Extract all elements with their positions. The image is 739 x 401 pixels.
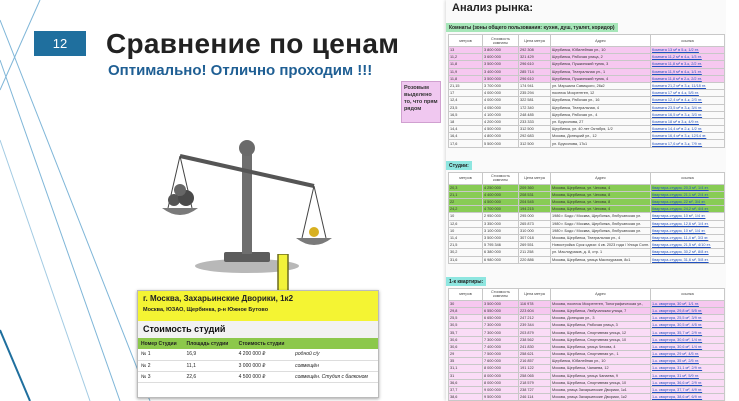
table-cell: 269 551: [519, 242, 551, 249]
listing-link[interactable]: 1-к. квартира, 37,7 м², 4/9 эт.: [651, 386, 725, 393]
studios-table: [448, 172, 725, 264]
table-row: [449, 133, 725, 140]
listing-link[interactable]: Комната 11,8 м² в 3-к, 2/2 эт.: [651, 61, 725, 68]
table-row: [449, 322, 725, 329]
card-subaddress: Москва, ЮЗАО, Щербинка, р-н Южное Бутово: [143, 307, 269, 313]
listing-link[interactable]: Квартира-студия, 31,6 м², 5/8 эт.: [651, 256, 725, 263]
table-cell: 31,1: [449, 365, 483, 372]
table-cell: 209 360: [519, 184, 551, 191]
listing-link[interactable]: 1-к. квартира, 29,8 м², 5/5 эт.: [651, 307, 725, 314]
table-cell: Москва, Щербинка, ул. Чехова, 8: [551, 191, 651, 198]
listing-link[interactable]: Комната 16,5 м² в 3-к, 3/3 эт.: [651, 111, 725, 118]
table-cell: 6 550 000: [483, 307, 519, 314]
table-row: [449, 206, 725, 213]
table-cell: 7 300 000: [483, 329, 519, 336]
column-header: Цена метра: [519, 288, 551, 300]
table-cell: Москва, Щербинка, Чапаева, 12: [551, 365, 651, 372]
table-cell: ул. Брусилова, 17к1: [551, 140, 651, 147]
table-row: [449, 97, 725, 104]
table-cell: 38,6: [449, 394, 483, 401]
table-row: [449, 300, 725, 307]
table-cell: Москва, Щербинка, Спортивная улица, 12: [551, 329, 651, 336]
slide-title: Сравнение по ценам: [106, 28, 400, 59]
table-cell: 1980 г. Бодо / Москва, Щербинка, Любучанская ул.: [551, 227, 651, 234]
table-cell: 4 000 000: [483, 90, 519, 97]
table-cell: 35: [449, 358, 483, 365]
table-header-row: [138, 338, 378, 349]
table-cell: 9 500 000: [483, 394, 519, 401]
table-cell: 30,6: [449, 336, 483, 343]
table-cell: 4 400 000: [483, 191, 519, 198]
table-row: [449, 336, 725, 343]
table-cell: Москва, Щербинка, улица Чапаева, 9: [551, 372, 651, 379]
listing-link[interactable]: 1-к. квартира, 31 м², 5/9 эт.: [651, 372, 725, 379]
table-row: [449, 68, 725, 75]
scales-icon: [162, 126, 332, 276]
table-cell: 7 300 000: [483, 322, 519, 329]
table-row: [138, 360, 378, 371]
listing-link[interactable]: Квартира-студия, 20,3 м², 1/4 эт.: [651, 184, 725, 191]
table-cell: 246 114: [519, 394, 551, 401]
market-analysis-document: [446, 0, 726, 401]
table-cell: совмещён. Студия с балконом: [292, 371, 378, 382]
card-header: [138, 291, 378, 321]
table-row: [449, 249, 725, 256]
listing-link[interactable]: Квартира-студия, 10 м², 1/4 эт.: [651, 227, 725, 234]
column-header: Стоимость комнаты: [483, 172, 519, 184]
listing-link[interactable]: Комната 13 м² в 5-к, 1/2 эт.: [651, 47, 725, 54]
table-cell: 3 500 000: [483, 300, 519, 307]
table-row: [449, 386, 725, 393]
listing-link[interactable]: Квартира-студия, 24,2 м², 4/4 эт.: [651, 206, 725, 213]
table-cell: 204 545: [519, 199, 551, 206]
table-cell: Москва, улица Захарьинские Дворики, 1к1: [551, 386, 651, 393]
table-cell: 116 978: [519, 300, 551, 307]
column-header: ссылка: [651, 172, 725, 184]
table-cell: Москва, Донецкая ул., 3: [551, 315, 651, 322]
table-cell: 21,1: [449, 191, 483, 198]
listing-link[interactable]: 1-к. квартира, 30,6 м², 1/4 эт.: [651, 336, 725, 343]
table-row: [449, 126, 725, 133]
table-cell: поселок Мосрентген, 12: [551, 90, 651, 97]
table-cell: Москва, поселок Мосрентген, Топографическая ул.,: [551, 300, 651, 307]
section-title-one-room: 1-к квартиры:: [446, 277, 486, 286]
table-cell: 5 795 346: [483, 242, 519, 249]
table-cell: 233 333: [519, 118, 551, 125]
column-header: Адрес: [551, 35, 651, 47]
table-cell: 3 400 000: [483, 68, 519, 75]
table-cell: 6 380 000: [483, 249, 519, 256]
column-header: Площадь студии: [183, 338, 235, 349]
listing-link[interactable]: Комната 18 м² в 3-к, 4/9 эт.: [651, 118, 725, 125]
table-cell: 4 200 000 ₽: [236, 349, 293, 360]
table-cell: 7 400 000: [483, 343, 519, 350]
one-room-table: [448, 288, 725, 401]
table-cell: 174 941: [519, 82, 551, 89]
table-header-row: [449, 172, 725, 184]
table-cell: 29: [449, 351, 483, 358]
table-cell: 194 215: [519, 206, 551, 213]
table-cell: 241 830: [519, 343, 551, 350]
column-header: ссылка: [651, 35, 725, 47]
listing-link[interactable]: Квартира-студия, 21,5 м², 4/10 эт.: [651, 242, 725, 249]
table-cell: 295 000: [519, 213, 551, 220]
table-cell: 6 650 000: [483, 315, 519, 322]
table-cell: 11,2: [449, 54, 483, 61]
table-cell: ул. Брусилова, 27: [551, 118, 651, 125]
table-cell: Москва, Щербинка, Спортивная улица, 10: [551, 379, 651, 386]
table-cell: Москва, Щербинка, Театральная ул., 4: [551, 234, 651, 241]
table-cell: 13: [449, 47, 483, 54]
table-row: [449, 372, 725, 379]
table-cell: Щербинка, Пушкинский тупик, 3: [551, 61, 651, 68]
table-cell: ул. Маслоуразов, д. 8, стр. 1: [551, 249, 651, 256]
table-cell: 3 600 000: [483, 54, 519, 61]
table-cell: Новостройка Срок сдачи: 4 кв. 2023 года / Улица Солн.: [552, 243, 650, 248]
card-title: Стоимость студий: [138, 321, 378, 338]
table-cell: Щербинка, Рабочая ул., 16: [551, 97, 651, 104]
table-cell: 11,4: [449, 234, 483, 241]
listing-link[interactable]: Комната 16,4 м² в 3-к, 12/14 эт.: [651, 133, 725, 140]
table-cell: 4 050 000: [483, 104, 519, 111]
table-cell: Москва, Щербинка, Спортивная ул., 1: [551, 351, 651, 358]
listing-link[interactable]: Квартира-студия, 21,1 м², 2/4 эт.: [651, 191, 725, 198]
table-cell: 30,5: [449, 322, 483, 329]
table-cell: 24,2: [449, 206, 483, 213]
table-cell: Москва, Щербинка, Рабочая улица, 3: [551, 322, 651, 329]
table-cell: 312 500: [519, 140, 551, 147]
table-cell: 20,3: [449, 184, 483, 191]
table-cell: 22,6: [183, 371, 235, 382]
table-cell: Щербинка, Юбилейная ул., 10: [551, 358, 651, 365]
listing-link[interactable]: 1-к. квартира, 35,7 м², 2/9 эт.: [651, 329, 725, 336]
listing-link[interactable]: Комната 21,2 м² в 3-к, 11/18 эт.: [651, 82, 725, 89]
column-header: ссылка: [651, 288, 725, 300]
table-cell: Щербинка, Рабочая ул., 4: [551, 111, 651, 118]
table-cell: 4 500 000 ₽: [236, 371, 293, 382]
table-cell: Москва, Щербинка, ул. Чехова, 4: [551, 206, 651, 213]
table-row: [449, 75, 725, 82]
table-row: [449, 394, 725, 401]
table-cell: Щербинка, Юбилейная ул., 10: [551, 47, 651, 54]
table-cell: 3 350 000: [483, 220, 519, 227]
table-cell: 11,9: [449, 68, 483, 75]
listing-link[interactable]: 1-к. квартира, 29 м², 4/5 эт.: [651, 351, 725, 358]
table-cell: Москва, Щербинка, улица Чехова, 4: [551, 343, 651, 350]
table-cell: 36,6: [449, 379, 483, 386]
table-row: [449, 90, 725, 97]
listing-link[interactable]: Квартира-студия, 30,2 м², 8/8 эт.: [651, 249, 725, 256]
table-cell: 208 531: [519, 191, 551, 198]
slide-number: 12: [34, 31, 86, 56]
slide-subtitle: Оптимально! Отлично проходим !!!: [108, 62, 373, 79]
column-header: Цена метра: [519, 172, 551, 184]
table-row: [449, 379, 725, 386]
listing-link[interactable]: 1-к. квартира, 25,5 м², 3/9 эт.: [651, 315, 725, 322]
document-title: Анализ рынка:: [452, 2, 534, 14]
listing-link[interactable]: Комната 11,2 м² в 4-к, 1/3 эт.: [651, 54, 725, 61]
table-cell: 6 980 000: [483, 256, 519, 263]
table-cell: 223 604: [519, 307, 551, 314]
table-cell: 218 579: [519, 379, 551, 386]
listing-link[interactable]: 1-к. квартира, 30 м², 1/1 эт.: [651, 300, 725, 307]
table-cell: 37,7: [449, 386, 483, 393]
table-cell: 25,5: [449, 315, 483, 322]
table-cell: Москва, Донецкий ул., 12: [551, 133, 651, 140]
table-cell: 12,4: [449, 97, 483, 104]
table-row: [138, 371, 378, 382]
table-cell: 17: [449, 90, 483, 97]
rooms-table: [448, 34, 725, 148]
table-cell: 22: [449, 199, 483, 206]
table-cell: 30,2: [449, 249, 483, 256]
column-header: Адрес: [551, 172, 651, 184]
column-header: [292, 338, 378, 349]
table-cell: 321 429: [519, 54, 551, 61]
table-cell: 4 700 000: [483, 206, 519, 213]
table-row: [449, 118, 725, 125]
table-cell: 191 122: [519, 365, 551, 372]
table-cell: 258 621: [519, 351, 551, 358]
section-title-rooms: Комнаты (зоны общего пользования: кухня, душ, туалет, коридор): [446, 23, 618, 32]
table-cell: 235 294: [519, 90, 551, 97]
listing-link[interactable]: Квартира-студия, 12,6 м², 1/4 эт.: [651, 220, 725, 227]
table-row: [449, 242, 725, 249]
table-row: [449, 54, 725, 61]
table-cell: 312 500: [519, 126, 551, 133]
table-row: [449, 140, 725, 147]
table-cell: 10: [449, 227, 483, 234]
table-cell: 3 700 000: [483, 82, 519, 89]
table-row: [449, 184, 725, 191]
table-cell: 7 500 000: [483, 351, 519, 358]
table-cell: Москва, Щербинка, ул. Чехова, 8: [551, 199, 651, 206]
column-header: Стоимость комнаты: [483, 35, 519, 47]
table-row: [449, 227, 725, 234]
table-cell: 7 300 000: [483, 336, 519, 343]
listing-link[interactable]: Квартира-студия, 22 м², 3/4 эт.: [651, 199, 725, 206]
table-cell: 21,5: [449, 242, 483, 249]
table-cell: 307 018: [519, 234, 551, 241]
table-cell: № 2: [138, 360, 183, 371]
table-cell: Москва, улица Захарьинские Дворики, 1к2: [551, 394, 651, 401]
table-cell: 296 610: [519, 61, 551, 68]
table-cell: 31: [449, 372, 483, 379]
table-cell: 4 500 000: [483, 199, 519, 206]
listing-link[interactable]: Комната 17,6 м² в 3-к, 7/9 эт.: [651, 140, 725, 147]
column-header: Стоимость комнаты: [483, 288, 519, 300]
listing-link[interactable]: 1-к. квартира, 38,6 м², 6/9 эт.: [651, 394, 725, 401]
table-row: [449, 315, 725, 322]
column-header: Номер Студии: [138, 338, 183, 349]
table-cell: ул. Маршала Савицкого, 26к2: [551, 82, 651, 89]
table-cell: 3 100 000: [483, 227, 519, 234]
table-row: [449, 82, 725, 89]
table-row: [449, 358, 725, 365]
table-cell: Щербинка, Театральная, 4: [551, 104, 651, 111]
table-cell: Щербинка, ул. 40 лет Октября, 1/2: [551, 126, 651, 133]
listing-link[interactable]: Комната 11,8 м² в 2-к, 2/2 эт.: [651, 75, 725, 82]
table-cell: 14,4: [449, 126, 483, 133]
table-cell: 29,8: [449, 307, 483, 314]
listing-link[interactable]: 1-к. квартира, 36,6 м², 2/9 эт.: [651, 379, 725, 386]
table-cell: 31,6: [449, 256, 483, 263]
table-cell: 9 000 000: [483, 386, 519, 393]
table-row: [449, 111, 725, 118]
table-row: [449, 61, 725, 68]
studio-cost-table: [138, 338, 378, 383]
table-row: [449, 191, 725, 198]
table-cell: совмещён: [292, 360, 378, 371]
table-cell: 238 562: [519, 336, 551, 343]
table-cell: 16,9: [183, 349, 235, 360]
table-cell: 21,15: [449, 82, 483, 89]
column-header: метров: [449, 288, 483, 300]
listing-link[interactable]: 1-к. квартира, 31,1 м², 2/9 эт.: [651, 365, 725, 372]
table-cell: 4 800 000: [483, 133, 519, 140]
table-cell: 23,5: [449, 104, 483, 111]
table-cell: 239 344: [519, 322, 551, 329]
table-row: [449, 220, 725, 227]
table-row: [449, 47, 725, 54]
table-cell: 2 950 000: [483, 213, 519, 220]
table-cell: 285 714: [519, 68, 551, 75]
table-cell: 11,8: [449, 61, 483, 68]
table-cell: 1980 г. Бодо / Москва, Щербинка, Любучанская ул.: [551, 220, 651, 227]
column-header: метров: [449, 35, 483, 47]
listing-link[interactable]: Квартира-студия, 10 м², 1/4 эт.: [651, 213, 725, 220]
listing-link[interactable]: Комната 23,5 м² в 3-к, 3/4 эт.: [651, 104, 725, 111]
table-cell: Москва, Щербинка, Спортивная улица, 10: [551, 336, 651, 343]
listing-link[interactable]: Комната 17 м² в 4-к, 5/5 эт.: [651, 90, 725, 97]
table-cell: 265 873: [519, 220, 551, 227]
table-cell: 172 340: [519, 104, 551, 111]
table-cell: 30: [449, 300, 483, 307]
table-cell: 211 258: [519, 249, 551, 256]
column-header: Адрес: [551, 288, 651, 300]
studio-cost-card: [137, 290, 379, 398]
card-address: г. Москва, Захарьинские Дворики, 1к2: [143, 294, 294, 303]
table-cell: 238 727: [519, 386, 551, 393]
table-cell: 7 600 000: [483, 358, 519, 365]
table-row: [449, 365, 725, 372]
table-cell: 16,4: [449, 133, 483, 140]
table-row: [449, 234, 725, 241]
table-cell: 11,8: [449, 75, 483, 82]
table-cell: Щербинка, Театральная ул., 1: [551, 68, 651, 75]
table-row: [138, 349, 378, 360]
listing-link[interactable]: Комната 14,4 м² в 2-к, 1/2 эт.: [651, 126, 725, 133]
table-cell: 216 857: [519, 358, 551, 365]
table-cell: 4 000 000: [483, 97, 519, 104]
table-cell: 8 000 000: [483, 372, 519, 379]
table-cell: родной с/у: [292, 349, 378, 360]
table-row: [449, 307, 725, 314]
table-row: [449, 199, 725, 206]
listing-link[interactable]: Квартира-студия, 11,4 м², 3/3 эт.: [651, 234, 725, 241]
table-cell: № 1: [138, 349, 183, 360]
section-title-studios: Студии:: [446, 161, 472, 170]
column-header: Цена метра: [519, 35, 551, 47]
table-cell: 35,7: [449, 329, 483, 336]
table-cell: 3 500 000: [483, 61, 519, 68]
listing-link[interactable]: 1-к. квартира, 30,5 м², 4/5 эт.: [651, 322, 725, 329]
listing-link[interactable]: 1-к. квартира, 30,6 м², 1/4 эт.: [651, 343, 725, 350]
table-cell: 12,6: [449, 220, 483, 227]
slide-edge: [726, 0, 739, 401]
table-cell: 3 800 000: [483, 47, 519, 54]
table-header-row: [449, 35, 725, 47]
sticky-note: Розовым выделено то, что прям рядом: [401, 81, 441, 123]
table-row: [449, 104, 725, 111]
table-cell: 10: [449, 213, 483, 220]
table-cell: 292 683: [519, 133, 551, 140]
table-cell: 4 500 000: [483, 126, 519, 133]
listing-link[interactable]: Комната 11,9 м² в 4-к, 1/1 эт.: [651, 68, 725, 75]
table-cell: 3 500 000: [483, 234, 519, 241]
table-cell: 16,5: [449, 111, 483, 118]
table-cell: 30,6: [449, 343, 483, 350]
table-row: [449, 351, 725, 358]
table-cell: 292 308: [519, 47, 551, 54]
table-cell: 5 500 000: [483, 140, 519, 147]
table-cell: Москва, Щербинка, ул. Чехова, 4: [551, 184, 651, 191]
table-cell: 8 000 000: [483, 365, 519, 372]
table-cell: 4 200 000: [483, 118, 519, 125]
column-header: Стоимость студии: [236, 338, 293, 349]
table-cell: 8 000 000: [483, 379, 519, 386]
table-row: [449, 343, 725, 350]
table-cell: 310 000: [519, 227, 551, 234]
table-row: [449, 256, 725, 263]
table-cell: 4 250 000: [483, 184, 519, 191]
table-cell: 3 500 000: [483, 75, 519, 82]
table-cell: 322 581: [519, 97, 551, 104]
table-cell: 1986 г. Бодо / Москва, Щербинка, Любучанская ул.: [551, 213, 651, 220]
table-cell: 4 100 000: [483, 111, 519, 118]
table-cell: 258 065: [519, 372, 551, 379]
listing-link[interactable]: Комната 12,4 м² в 4-к, 2/3 эт.: [651, 97, 725, 104]
table-cell: Щербинка, Пушкинский тупик, 4: [551, 75, 651, 82]
table-row: [449, 213, 725, 220]
listing-link[interactable]: 1-к. квартира, 35 м², 2/5 эт.: [651, 358, 725, 365]
table-cell: № 3: [138, 371, 183, 382]
column-header: метров: [449, 172, 483, 184]
table-cell: Москва, Щербинка, Любучанская улица, 7: [551, 307, 651, 314]
table-cell: Щербинка, Рабочая улица, 2: [551, 54, 651, 61]
table-cell: 248 485: [519, 111, 551, 118]
table-cell: 296 610: [519, 75, 551, 82]
table-row: [449, 329, 725, 336]
table-cell: 247 212: [519, 315, 551, 322]
table-cell: 18: [449, 118, 483, 125]
table-cell: 11,1: [183, 360, 235, 371]
table-cell: 220 886: [519, 256, 551, 263]
table-cell: Москва, Щербинка, улица Маслоуразов, 8с1: [551, 256, 651, 263]
table-header-row: [449, 288, 725, 300]
table-cell: 203 879: [519, 329, 551, 336]
table-cell: 3 000 000 ₽: [236, 360, 293, 371]
table-cell: 17,6: [449, 140, 483, 147]
